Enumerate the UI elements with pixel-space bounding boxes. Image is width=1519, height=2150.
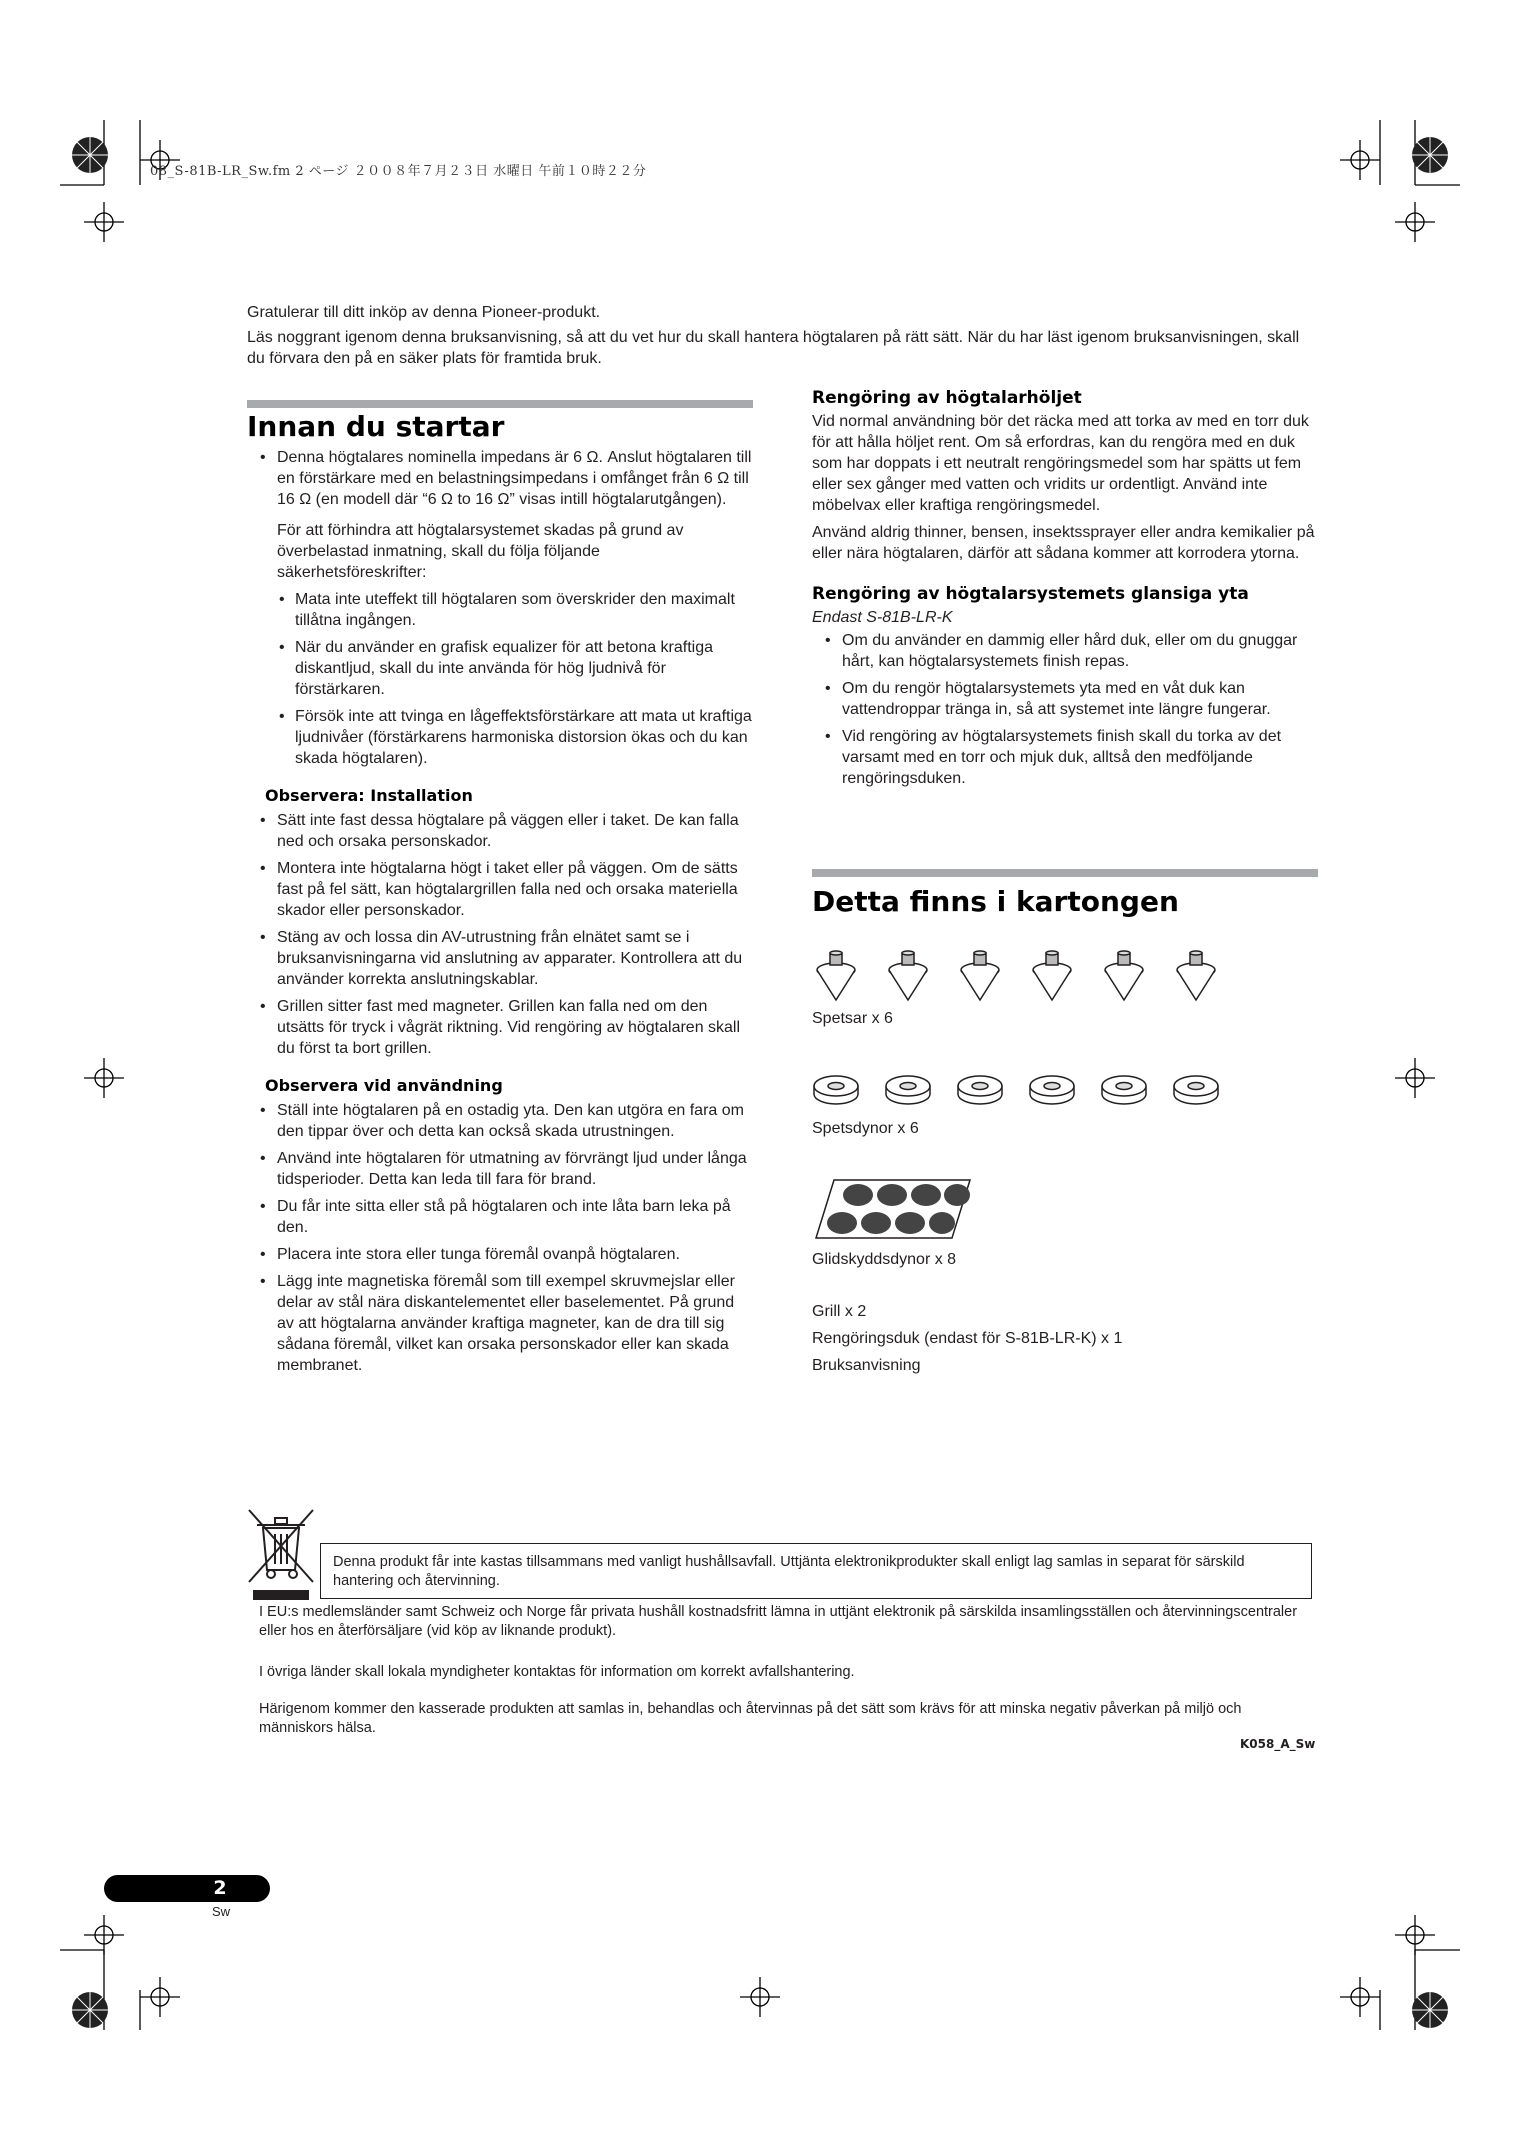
grill-item: Grill x 2: [812, 1303, 867, 1320]
list-item: • Försök inte att tvinga en lågeffektsförstärkare att mata ut kraftiga ljudnivåer (förstärkarens harmoniska distorsion ökas och du kan skada högtalaren).: [247, 706, 753, 769]
usage-list: [247, 1100, 753, 1376]
cleaning-heading-1: Rengöring av högtalarhöljet: [812, 388, 1082, 408]
installation-list: [247, 810, 753, 1059]
print-header: 08_S-81B-LR_Sw.fm 2 ページ ２００８年７月２３日 水曜日 午前１０時２２分: [150, 164, 647, 179]
list-item: • Sätt inte fast dessa högtalare på väggen eller i taket. De kan falla ned och orsaka personskador.: [247, 810, 753, 852]
page-number-tab: [104, 1875, 270, 1902]
section-cleaning: [812, 388, 1318, 795]
intro-line1: Gratulerar till ditt inköp av denna Pioneer-produkt.: [247, 304, 601, 321]
cleaning-para-2: Använd aldrig thinner, bensen, insektssprayer eller andra kemikalier på eller nära högtalaren, därför att sådana kommer att korrodera ytorna.: [812, 524, 1315, 562]
weee-bin-icon: [247, 1508, 317, 1608]
list-item: • När du använder en grafisk equalizer för att betona kraftiga diskantljud, skall du inte använda för hög ljudnivå för förstärkaren.: [247, 637, 753, 700]
cloth-item: Rengöringsduk (endast för S-81B-LR-K) x 1: [812, 1330, 1123, 1347]
pad-icon: [1174, 1076, 1218, 1104]
section-title: Detta finns i kartongen: [812, 885, 1179, 918]
weee-para-2: I övriga länder skall lokala myndigheter kontaktas för information om korrekt avfallshantering.: [259, 1664, 855, 1680]
page-number: 2: [213, 1877, 227, 1899]
glide-pads-label: Glidskyddsdynor x 8: [812, 1251, 957, 1268]
safety-list: [247, 589, 753, 769]
spike-icon: [817, 951, 855, 1000]
list-item: • Lägg inte magnetiska föremål som till exempel skruvmejslar eller delar av stål nära diskantelementet eller baselementet. På grund av att högtalarna använder kraftiga magneter, kan de dra till sig sådana föremål, vilket kan orsaka personskador eller kan skada membranet.: [247, 1271, 753, 1376]
spikes-label: Spetsar x 6: [812, 1010, 893, 1027]
list-item: • Du får inte sitta eller stå på högtalaren och inte låta barn leka på den.: [247, 1196, 753, 1238]
impedance-list: [247, 447, 753, 510]
weee-code: K058_A_Sw: [1240, 1737, 1316, 1751]
list-item: • Denna högtalares nominella impedans är 6 Ω. Anslut högtalaren till en förstärkare med en belastningsimpedans i omfånget från 6 Ω till 16 Ω (en modell där “6 Ω to 16 Ω” visas intill högtalarutgången).: [247, 447, 753, 510]
spike-icon: [1177, 951, 1215, 1000]
page-language: Sw: [212, 1904, 231, 1919]
intro: [247, 302, 1317, 373]
section-title: Innan du startar: [247, 410, 505, 443]
pads-label: Spetsdynor x 6: [812, 1120, 919, 1137]
intro-line2: Läs noggrant igenom denna bruksanvisning, så att du vet hur du skall hantera högtalaren på rätt sätt. När du har läst igenom bruksanvisningen, skall du förvara den på en säker plats för framtida bruk.: [247, 329, 1300, 367]
list-item: • Placera inte stora eller tunga föremål ovanpå högtalaren.: [247, 1244, 753, 1265]
pad-icon: [1102, 1076, 1146, 1104]
spike-icon: [1033, 951, 1071, 1000]
section-bar: [812, 869, 1318, 877]
list-item: • Om du använder en dammig eller hård duk, eller om du gnuggar hårt, kan högtalarsystemets finish repas.: [812, 630, 1318, 672]
safety-intro: För att förhindra att högtalarsystemet skadas på grund av överbelastad inmatning, skall du följa följande säkerhetsföreskrifter:: [277, 522, 684, 581]
list-item: • Vid rengöring av högtalarsystemets finish skall du torka av det varsamt med en torr och mjuk duk, alltså den medföljande rengöringsduken.: [812, 726, 1318, 789]
list-item: • Mata inte uteffekt till högtalaren som överskrider den maximalt tillåtna ingången.: [247, 589, 753, 631]
usage-heading: Observera vid användning: [265, 1076, 503, 1095]
model-note: Endast S-81B-LR-K: [812, 609, 953, 626]
list-item: • Stäng av och lossa din AV-utrustning från elnätet samt se i bruksanvisningarna vid anslutning av apparater. Kontrollera att du använder korrekta anslutningskablar.: [247, 927, 753, 990]
section-box-contents: [812, 869, 1318, 928]
cleaning-para-1: Vid normal användning bör det räcka med att torka av med en torr duk för att hålla höljet rent. Om så erfordras, kan du rengöra med en duk som har doppats i ett neutralt rengöringsmedel som har spätts ut fem eller sex gånger med vatten och vridits ur ordentligt. Använd inte möbelvax eller kraftiga rengöringsmedel.: [812, 413, 1309, 514]
pad-icon: [958, 1076, 1002, 1104]
list-item: • Ställ inte högtalaren på en ostadig yta. Den kan utgöra en fara om den tippar över och detta kan också skada utrustningen.: [247, 1100, 753, 1142]
spike-icon: [889, 951, 927, 1000]
pad-icon: [1030, 1076, 1074, 1104]
section-innan-du-startar: [247, 400, 753, 1382]
spike-icon: [961, 951, 999, 1000]
list-item: • Om du rengör högtalarsystemets yta med en våt duk kan vattendroppar tränga in, så att systemet inte längre fungerar.: [812, 678, 1318, 720]
spikes-illustration: [812, 948, 1242, 1008]
weee-para-3: Härigenom kommer den kasserade produkten att samlas in, behandlas och återvinnas på det sätt som krävs för att minska negativ påverkan på miljö och människors hälsa.: [259, 1701, 1242, 1736]
pad-icon: [814, 1076, 858, 1104]
glide-pads-sheet-icon: [812, 1178, 982, 1242]
weee-para-1: I EU:s medlemsländer samt Schweiz och Norge får privata hushåll kostnadsfritt lämna in uttjänt elektronik på särskilda insamlingsställen och återvinningscentraler eller hos en återförsäljare (vid köp av liknande produkt).: [259, 1604, 1298, 1639]
pads-illustration: [812, 1068, 1242, 1114]
list-item: • Grillen sitter fast med magneter. Grillen kan falla ned om den utsätts för tryck i vågrät riktning. Vid rengöring av högtalaren skall du först ta bort grillen.: [247, 996, 753, 1059]
cleaning-heading-2: Rengöring av högtalarsystemets glansiga yta: [812, 584, 1249, 604]
weee-notice-box: Denna produkt får inte kastas tillsammans med vanligt hushållsavfall. Uttjänta elektronikprodukter skall enligt lag samlas in separat för särskild hantering och återvinning.: [320, 1543, 1312, 1599]
list-item: • Använd inte högtalaren för utmatning av förvrängt ljud under långa tidsperioder. Detta kan leda till fara för brand.: [247, 1148, 753, 1190]
installation-heading: Observera: Installation: [265, 786, 473, 805]
manual-item: Bruksanvisning: [812, 1357, 921, 1374]
gloss-list: [812, 630, 1318, 789]
list-item: • Montera inte högtalarna högt i taket eller på väggen. Om de sätts fast på fel sätt, kan högtalargrillen falla ned och orsaka materiella skador eller personskador.: [247, 858, 753, 921]
pad-icon: [886, 1076, 930, 1104]
spike-icon: [1105, 951, 1143, 1000]
section-bar: [247, 400, 753, 408]
